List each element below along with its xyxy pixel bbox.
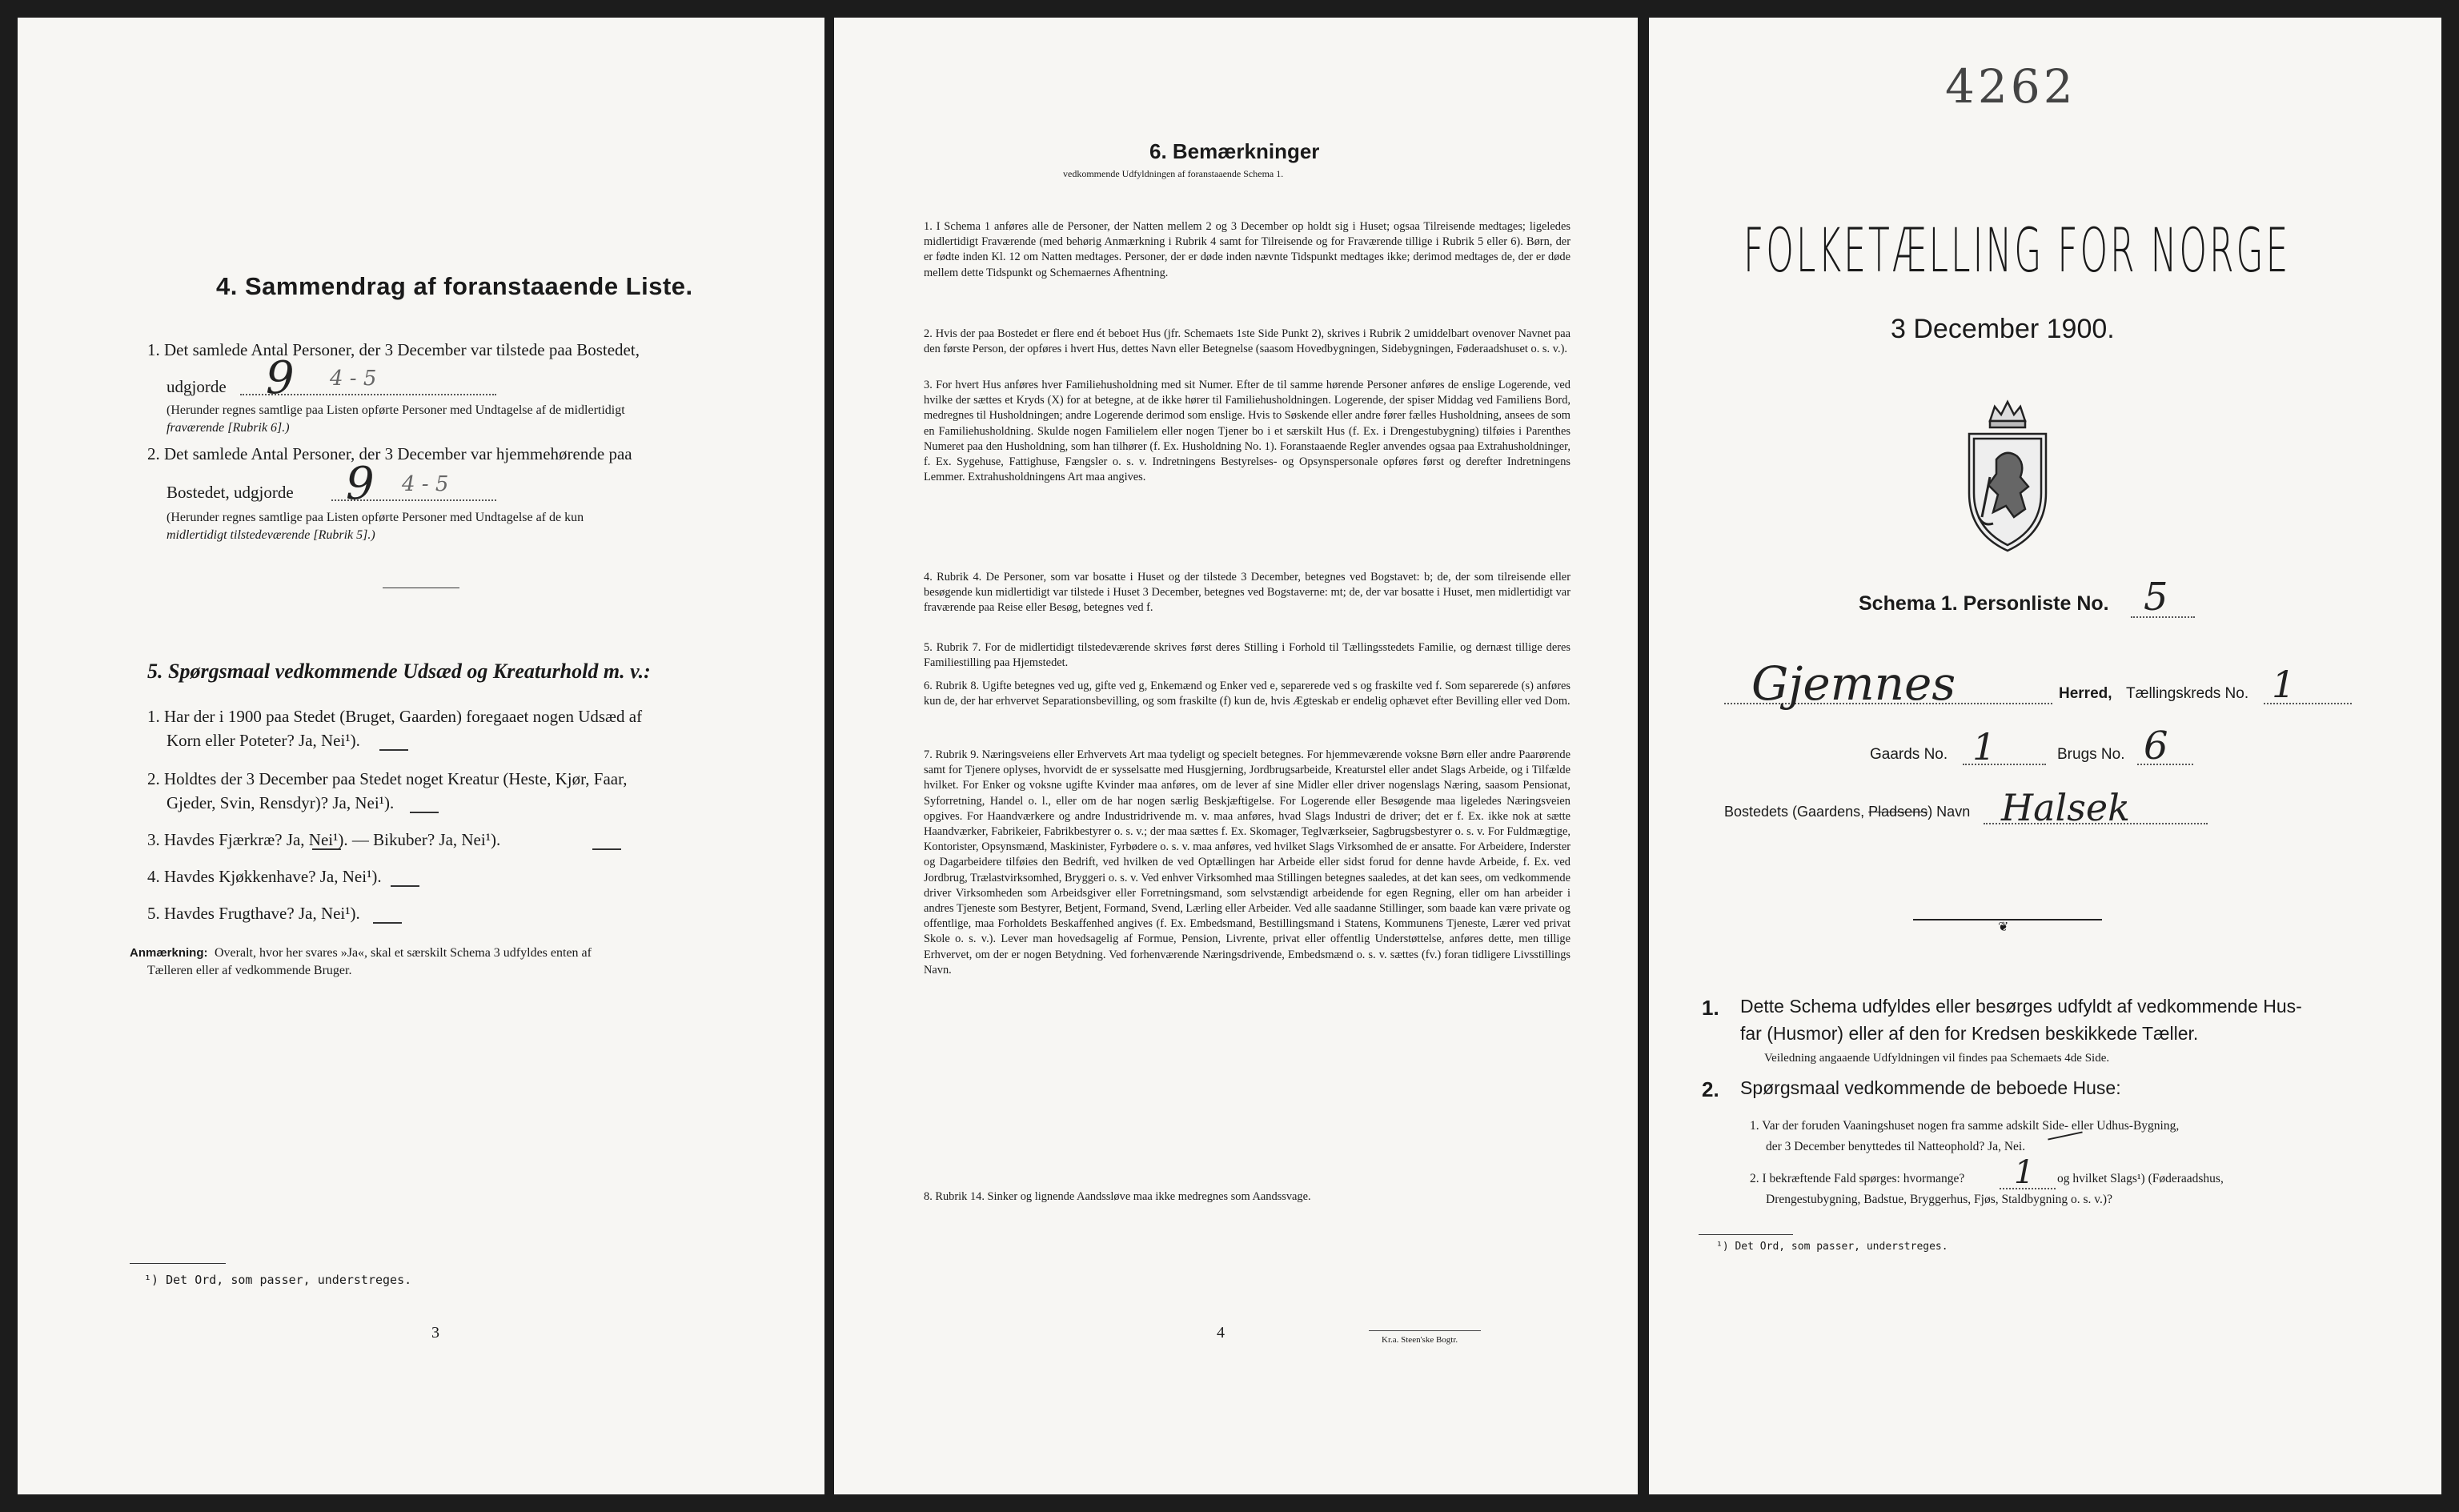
page-4 — [834, 18, 1638, 1494]
remarks-subtitle: vedkommende Udfyldningen af foranstaaende Schema 1. — [1063, 168, 1284, 179]
brugs-value: 6 — [2144, 724, 2168, 768]
footnote-rule — [1699, 1234, 1793, 1235]
ornament-icon: ❦ — [1998, 920, 2009, 934]
instr-1-line-1: Dette Schema udfyldes eller besørges udfyldt af vedkommende Hus- — [1740, 996, 2302, 1017]
s5-q5: 5. Havdes Frugthave? Ja, Nei¹). — [147, 904, 360, 923]
sub-question-2-line-2: Drengestubygning, Badstue, Bryggerhus, Fjøs, Staldbygning o. s. v.)? — [1766, 1193, 2112, 1206]
sub-question-2-line-1: 2. I bekræftende Fald spørges: hvormange? — [1750, 1172, 1965, 1185]
archive-number: 4262 — [1945, 59, 2076, 114]
section-4-title: 4. Sammendrag af foranstaaende Liste. — [216, 272, 693, 300]
q1-prefix: udgjorde — [166, 377, 227, 396]
sub-question-1-line-1: 1. Var der foruden Vaaningshuset nogen fra samme adskilt Side- eller Udhus-Bygning, — [1750, 1119, 2180, 1133]
nei-underline-5 — [391, 885, 419, 887]
instr-1-line-2: far (Husmor) eller af den for Kredsen beskikkede Tæller. — [1740, 1023, 2199, 1044]
remark-item-3: 3. For hvert Hus anføres hver Familiehusholdning med sit Numer. Efter de til samme hørende Personer anføres de enslige Logerende, ved hvilke der sættes et Kryds (X) for at betegne, at de ikke hører til Familiehusholdningen. Logerende, der spiser Middag ved Familiens Bord, medregnes til Husholdningen; andre Logerende derimod som enslige. Hvis to Søskende eller andre fører fælles Husholdning, ansees de som en Familiehusholdning. Skulde nogen Familielem eller nogen Tjener bo i et særskilt Hus (f. Ex. i Drengestubygning) tilføies i Parenthes Numeret paa den Husholdning, som han tilhører (f. Ex. Husholdning No. 1). Foranstaaende Regler anvendes ogsaa paa Extrahusholdninger, f. Ex. Sygehuse, Fattighuse, Fængsler o. s. v. Indretningens Bestyrelses- og Opsynspersonale opføres først og derefter Indretningens Lemmer. Extrahusholdningens Art maa angives. — [924, 379, 1570, 484]
remark-item-6: 6. Rubrik 8. Ugifte betegnes ved ug, gifte ved g, Enkemænd og Enker ved e, separerede ved s og fraskilte ved f. Som separerede (s) anføres kun de, der har erhvervet Separationsbevilling, og som fraskilte (f) kun de, hvis Ægteskab er endelig ophævet efter Bevilling eller ved Dom. — [924, 680, 1570, 708]
q2-prefix: Bostedet, udgjorde — [166, 483, 294, 502]
s5-q1-line1: 1. Har der i 1900 paa Stedet (Bruget, Gaarden) foregaaet nogen Udsæd af — [147, 707, 643, 726]
bosted-label-b: ) Navn — [1927, 804, 1971, 820]
footnote: ¹) Det Ord, som passer, understreges. — [144, 1273, 412, 1287]
nei-underline-1 — [379, 749, 408, 751]
remark-item-7: 7. Rubrik 9. Næringsveiens eller Erhvervets Art maa tydeligt og specielt betegnes. For hjemmeværende voksne Børn eller andre Paarørende samt for Tjenere oplyses, hvorvidt de er sysselsatte med Husgjerning, Jordbrugsarbeide, Kreaturstel eller andet Slags Arbeide, og i Tilfælde hvilket. For Enker og voksne ugifte Kvinder maa anføres, om de lever af sine Midler eller driver nogenslags Næring, saasom Pensionat, Syforretning, Handel o. l., eller om de har nogen særlig Beskjæftigelse. For Logerende eller Besøgende maa ligeledes Næringsveien opgives. For Haandværkere og andre Industridrivende m. v. maa anføres, hvad Slags Industri de driver; det er f. Ex. ikke nok at sætte Haandværker, Fabrikeier, Fabrikbestyrer o. s. v.; der maa sættes f. Ex. Skomager, Teglværkseier, Sagbrugsbestyrer o. s. v. For Fuldmægtige, Kontorister, Opsynsmænd, Maskinister, Fyrbødere o. s. v. maa anføres, ved hvilket Slags Virksomhed de er ansatte. For Arbeidere, Inderster og Dagarbeidere tilføies den Bedrift, ved hvilken de ved Optællingen har Arbeide eller sidst forud for denne havde Arbeide, f. Ex. ved Jordbrug, Trælastvirksomhed, Bryggeri o. s. v. Ved enhver Virksomhed maa Stillingen betegnes saaledes, at det kan sees, om vedkommende driver Virksomheden som Arbeidsgiver eller Forretningsmand, som selvstændigt arbeidende for egen Regning, eller om han arbeider i andres Tjeneste som Bestyrer, Betjent, Formand, Svend, Lærling eller Arbeider. Ved alle saadanne Stillinger, som baade kan være private og offentlige, maa Forholdets Beskaffenhed angives (f. Ex. Embedsmand, Bestillingsmand i Statens, Kommunens Tjeneste, Lærer ved privat Skole o. s. v.). Lever man hovedsagelig af Formue, Pension, Livrente, privat eller offentlig Understøttelse, anføres dette, men tillige Erhvervet, om der er nogen Betydning. Ved forhenværende Næringsdrivende, Embedsmænd o. s. v. sættes (fv.) foran tidligere Livsstillings Navn. — [924, 748, 1570, 977]
gaards-value: 1 — [1972, 725, 1996, 768]
schema-value: 5 — [2144, 575, 2168, 620]
sub-question-1-line-2: der 3 December benyttedes til Natteophold? Ja, Nei. — [1766, 1140, 2026, 1153]
page-number: 4 — [1217, 1324, 1225, 1342]
bosted-label-a: Bostedets (Gaardens, — [1724, 804, 1865, 820]
nei-underline-2 — [410, 812, 439, 813]
footnote: ¹) Det Ord, som passer, understreges. — [1716, 1241, 1948, 1253]
s5-q2-line2: Gjeder, Svin, Rensdyr)? Ja, Nei¹). — [166, 793, 395, 812]
remark-item-2: 2. Hvis der paa Bostedet er flere end ét beboet Hus (jfr. Schemaets 1ste Side Punkt 2), skrives i Rubrik 2 umiddelbart ovenover Navnet paa den første Person, der opføres i hvert Hus, dettes Navn eller Betegnelse (saasom Hovedbygningen, Sidebygningen, Føderaadshuset o. s. v.). — [924, 327, 1570, 356]
q1-text: 1. Det samlede Antal Personer, der 3 December var tilstede paa Bostedet, — [147, 340, 640, 359]
census-date: 3 December 1900. — [1891, 314, 2115, 344]
sub-question-2-line-1b: og hvilket Slags¹) (Føderaadshus, — [2057, 1172, 2224, 1185]
page-number: 3 — [431, 1324, 439, 1342]
bosted-value: Halsek — [2001, 786, 2130, 829]
instr-2-number: 2. — [1702, 1077, 1719, 1101]
instr-1-number: 1. — [1702, 996, 1719, 1020]
s5-q1-line2: Korn eller Poteter? Ja, Nei¹). — [166, 731, 360, 750]
q1-handwritten-value: 9 — [266, 352, 295, 404]
s5-q4: 4. Havdes Kjøkkenhave? Ja, Nei¹). — [147, 867, 382, 886]
q1-note-2: fraværende [Rubrik 6].) — [166, 421, 290, 435]
q1-note-1: (Herunder regnes samtlige paa Listen opførte Personer med Undtagelse af de midlertidigt — [166, 403, 625, 417]
q1-handwritten-value2: 4 - 5 — [330, 367, 377, 391]
bosted-label — [1724, 804, 1970, 820]
q2-text: 2. Det samlede Antal Personer, der 3 December var hjemmehørende paa — [147, 444, 632, 463]
remark-item-5: 5. Rubrik 7. For de midlertidigt tilstedeværende skrives først deres Stilling i Forhold til Tællingsstedets Familie, og dernæst tillige deres Familiestilling paa Hjemstedet. — [924, 641, 1570, 670]
kreds-value: 1 — [2272, 663, 2296, 706]
nei-underline-6 — [373, 922, 402, 924]
s5-q2-line1: 2. Holdtes der 3 December paa Stedet noget Kreatur (Heste, Kjør, Faar, — [147, 769, 628, 788]
remark-item-8: 8. Rubrik 14. Sinker og lignende Aandssløve maa ikke medregnes som Aandssvage. — [924, 1190, 1311, 1203]
page-3 — [18, 18, 824, 1494]
remark-label: Anmærkning: — [130, 946, 208, 960]
q2-handwritten-value2: 4 - 5 — [402, 472, 449, 496]
brugs-label: Brugs No. — [2057, 746, 2125, 763]
nei-underline-4 — [592, 848, 621, 850]
norway-coat-of-arms-icon — [1958, 397, 2057, 557]
q2-note-1: (Herunder regnes samtlige paa Listen opførte Personer med Undtagelse af de kun — [166, 511, 584, 524]
herred-value: Gjemnes — [1751, 656, 1956, 711]
page-1-cover — [1649, 18, 2441, 1494]
footnote-rule — [130, 1263, 226, 1264]
sub-question-2-value: 1 — [2014, 1154, 2035, 1191]
bosted-label-struck: Pladsens — [1868, 804, 1928, 820]
q2-note-2: midlertidigt tilstedeværende [Rubrik 5].) — [166, 528, 375, 542]
schema-label: Schema 1. Personliste No. — [1859, 592, 2109, 615]
printer-imprint: Kr.a. Steen'ske Bogtr. — [1382, 1335, 1458, 1345]
section-5-title: 5. Spørgsmaal vedkommende Udsæd og Kreaturhold m. v.: — [147, 660, 651, 683]
s5-q3: 3. Havdes Fjærkræ? Ja, Nei¹). — Bikuber? Ja, Nei¹). — [147, 830, 501, 849]
herred-label: Herred, — [2059, 685, 2112, 702]
remark-item-1: 1. I Schema 1 anføres alle de Personer, der Natten mellem 2 og 3 December op holdt sig i Huset; ogsaa Tilreisende medtages; ligeledes midlertidigt Fraværende (med behørig Anmærkning i Rubrik 4 samt for Tilreisende og for Fraværende tillige i Rubrik 5 eller 6). Børn, der er fødte inden Kl. 12 om Natten medtages. Personer, der er døde inden nævnte Tidspunkt medtages ikke; derimod medtages de, der er døde mellem dette Tidspunkt og Schemaernes Afhentning. — [924, 220, 1570, 279]
kreds-label: Tællingskreds No. — [2126, 685, 2249, 702]
q2-handwritten-value: 9 — [346, 458, 375, 510]
printer-rule — [1369, 1330, 1481, 1331]
remark-text-1: Overalt, hvor her svares »Ja«, skal et særskilt Schema 3 udfyldes enten af — [215, 946, 592, 960]
gaards-label: Gaards No. — [1870, 746, 1948, 763]
nei-underline-3 — [312, 848, 341, 850]
document-title: FOLKETÆLLING FOR NORGE — [1743, 215, 2291, 286]
remark-text-2: Tælleren eller af vedkommende Bruger. — [147, 964, 352, 977]
remarks-title: 6. Bemærkninger — [1149, 139, 1320, 163]
instr-2-title: Spørgsmaal vedkommende de beboede Huse: — [1740, 1077, 2121, 1098]
instr-1-line-3: Veiledning angaaende Udfyldningen vil findes paa Schemaets 4de Side. — [1764, 1052, 2110, 1065]
remark-item-4: 4. Rubrik 4. De Personer, som var bosatte i Huset og der tilstede 3 December, betegnes ved Bogstavet: b; de, der som tilreisende eller besøgende kun midlertidigt var tilstede i Huset 3 December, betegnes ved Bogstaverne: mt; de, der var bosatte i Huset, men midlertidigt var fraværende paa Reise eller Besøg, betegnes ved f. — [924, 571, 1570, 615]
